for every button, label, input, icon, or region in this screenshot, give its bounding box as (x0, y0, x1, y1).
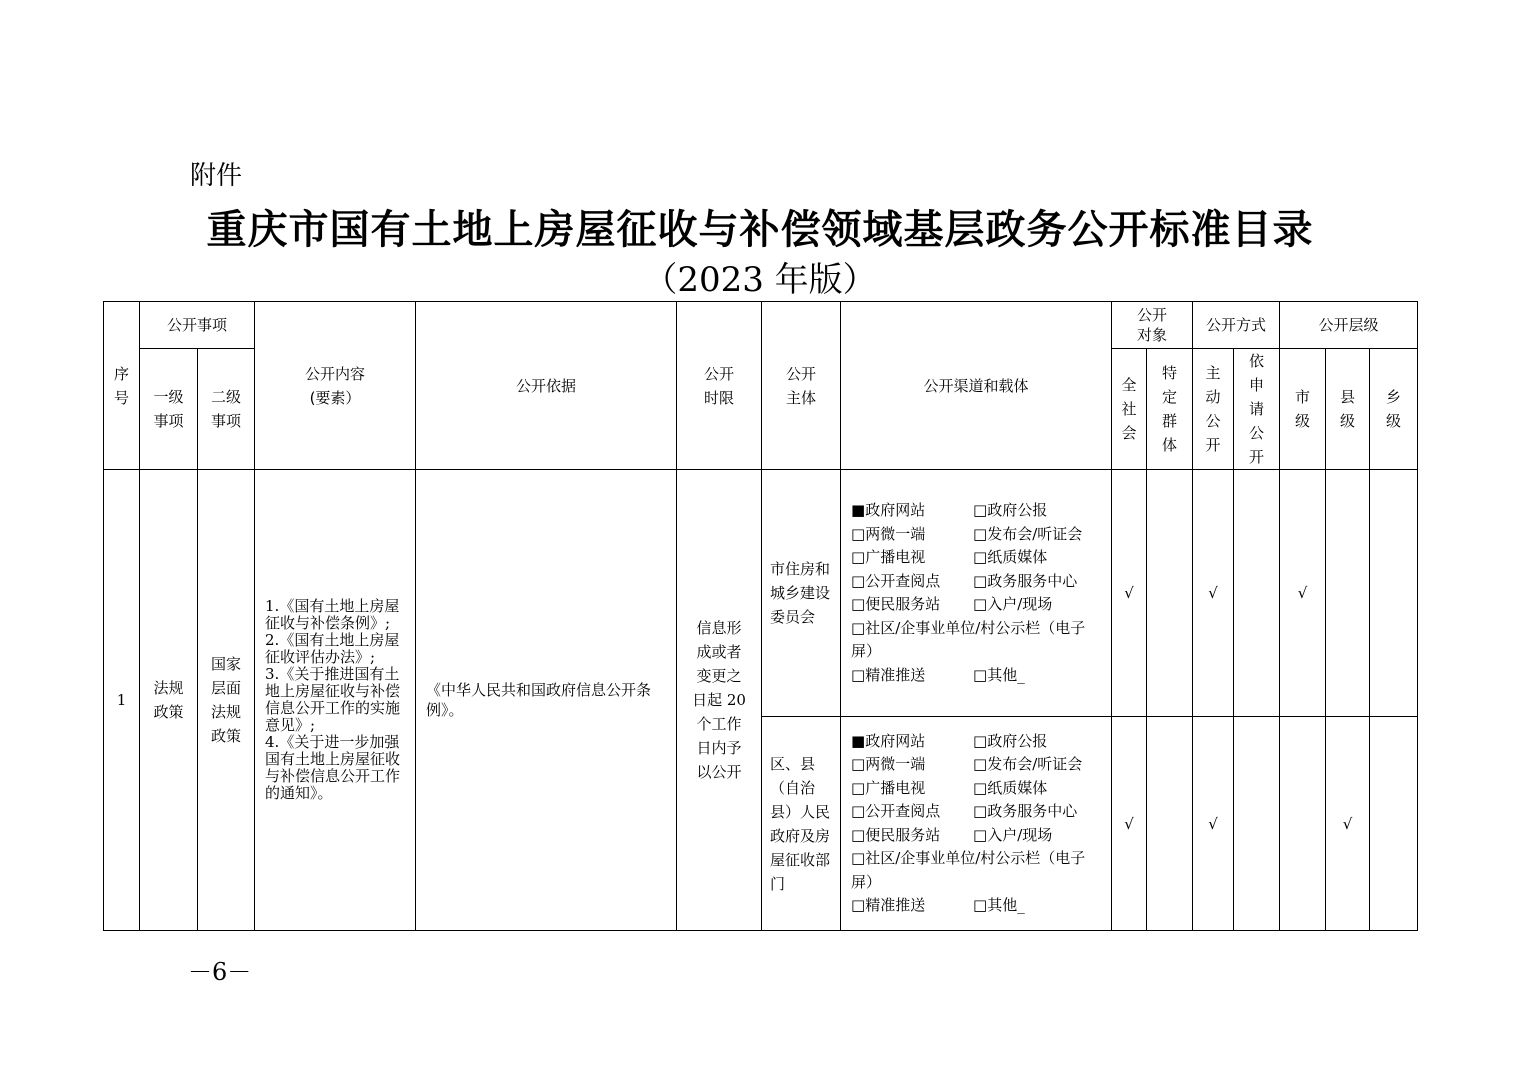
header-mode-active: 主 动 公 开 (1193, 349, 1234, 470)
content-item-4: 4.《关于进一步加强国有土地上房屋征收与补偿信息公开工作的通知》。 (265, 733, 401, 802)
header-item: 公开事项 (140, 302, 255, 349)
channel-option: □政务服务中心 (973, 802, 1078, 820)
row-seq: 1 (104, 470, 140, 931)
check-lvl-county: √ (1326, 717, 1370, 931)
header-aud-all: 全 社 会 (1112, 349, 1147, 470)
check-mode-request (1234, 717, 1280, 931)
check-aud-specific (1147, 470, 1193, 717)
channel-option: □发布会/听证会 (973, 755, 1083, 773)
channel-option: ■政府网站 (851, 731, 926, 750)
check-lvl-city (1280, 717, 1326, 931)
channel-option: □社区/企事业单位/村公示栏（电子屏） (851, 618, 1086, 660)
channel-option: □纸质媒体 (973, 548, 1048, 566)
row-basis: 《中华人民共和国政府信息公开条例》。 (416, 470, 677, 931)
content-item-1: 1.《国有土地上房屋征收与补偿条例》; (265, 597, 400, 632)
channel-option: □公开查阅点 (851, 802, 941, 820)
channel-option: □精准推送 (851, 665, 926, 684)
channel-option: ■政府网站 (851, 501, 926, 519)
channels-city (841, 470, 1112, 717)
check-lvl-county (1326, 470, 1370, 717)
channel-option: □社区/企事业单位/村公示栏（电子屏） (851, 849, 1086, 891)
header-basis: 公开依据 (416, 302, 677, 470)
header-period: 公开 时限 (677, 302, 762, 470)
header-mode: 公开方式 (1193, 302, 1280, 349)
check-aud-specific (1147, 717, 1193, 931)
row-l2: 国家 层面 法规 政策 (198, 470, 255, 931)
header-subject: 公开 主体 (762, 302, 841, 470)
header-channel: 公开渠道和载体 (841, 302, 1112, 470)
document-title: 重庆市国有土地上房屋征收与补偿领域基层政务公开标准目录 (206, 206, 1314, 253)
header-seq: 序 号 (104, 302, 140, 470)
page-number: －6－ (188, 958, 252, 986)
header-aud-specific: 特 定 群 体 (1147, 349, 1193, 470)
channel-option: □入户/现场 (973, 825, 1053, 844)
content-item-2: 2.《国有土地上房屋征收评估办法》; (265, 631, 400, 666)
channel-option: □两微一端 (851, 524, 926, 543)
channel-option: □其他_ (973, 665, 1025, 684)
header-level: 公开层级 (1280, 302, 1418, 349)
check-lvl-town (1370, 717, 1418, 931)
header-audience: 公开 对象 (1112, 302, 1193, 349)
check-aud-all: √ (1112, 470, 1147, 717)
subject-city: 市住房和城乡建设委员会 (762, 470, 841, 717)
header-content-line2: (要素） (309, 388, 361, 407)
channel-option: □精准推送 (851, 896, 926, 914)
channel-option: □纸质媒体 (973, 778, 1048, 797)
check-lvl-town (1370, 470, 1418, 717)
check-mode-active: √ (1193, 470, 1234, 717)
channel-option: □入户/现场 (973, 595, 1053, 613)
channel-option: □两微一端 (851, 755, 926, 773)
check-mode-request (1234, 470, 1280, 717)
channel-option: □发布会/听证会 (973, 524, 1083, 543)
row-period: 信息形成或者变更之日起 20 个工作日内予以公开 (677, 470, 762, 931)
subject-county: 区、县（自治县）人民政府及房屋征收部门 (762, 717, 841, 931)
channel-option: □广播电视 (851, 548, 926, 566)
check-mode-active: √ (1193, 717, 1234, 931)
header-mode-request: 依 申 请 公 开 (1234, 349, 1280, 470)
channel-option: □政务服务中心 (973, 571, 1078, 590)
header-content-line1: 公开内容 (305, 364, 366, 383)
channel-option: □政府公报 (973, 731, 1048, 750)
content-item-3: 3.《关于推进国有土地上房屋征收与补偿信息公开工作的实施意见》; (265, 665, 401, 734)
channels-county (841, 717, 1112, 931)
row-l1: 法规 政策 (140, 470, 198, 931)
channel-option: □公开查阅点 (851, 571, 941, 590)
header-content (255, 302, 416, 470)
attachment-label: 附件 (190, 161, 243, 191)
check-lvl-city: √ (1280, 470, 1326, 717)
check-aud-all: √ (1112, 717, 1147, 931)
channel-option: □便民服务站 (851, 595, 941, 613)
header-lvl-town: 乡 级 (1370, 349, 1418, 470)
channel-option: □其他_ (973, 896, 1025, 914)
header-item-l2: 二级 事项 (198, 349, 255, 470)
disclosure-table (103, 301, 1418, 931)
row-content (255, 470, 416, 931)
channel-option: □便民服务站 (851, 825, 941, 844)
document-subtitle: （2023 年版） (643, 260, 877, 300)
header-lvl-county: 县 级 (1326, 349, 1370, 470)
header-item-l1: 一级 事项 (140, 349, 198, 470)
header-lvl-city: 市 级 (1280, 349, 1326, 470)
channel-option: □广播电视 (851, 778, 926, 797)
channel-option: □政府公报 (973, 501, 1048, 519)
